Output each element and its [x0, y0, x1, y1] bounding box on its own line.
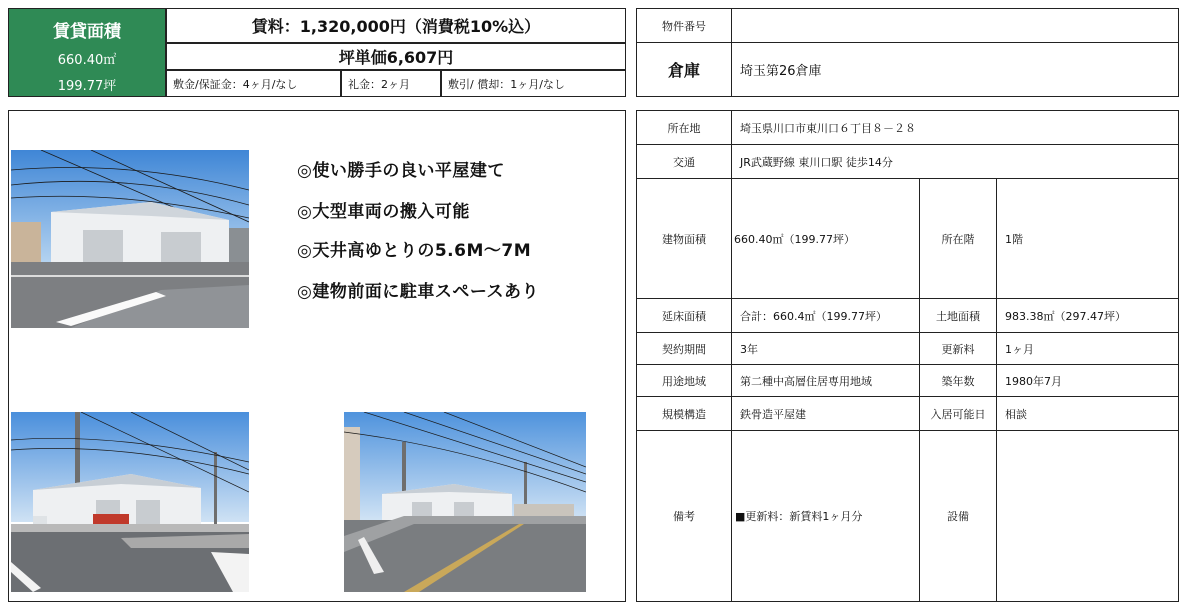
- floor-label-cell: [919, 178, 997, 299]
- move-in-value: 相談: [1005, 407, 1027, 421]
- deposit-cell: [166, 70, 341, 97]
- move-in-value-cell: [996, 396, 1179, 431]
- contract-label: 契約期間: [662, 342, 706, 356]
- renewal-value-cell: [996, 332, 1179, 365]
- remarks-value: ■更新料：新賃料1ヶ月分: [735, 510, 863, 523]
- rent-text: 賃料：1,320,000円（消費税10%込）: [251, 17, 541, 36]
- feature-item: ◎天井高ゆとりの5.6M～7M: [297, 241, 532, 261]
- building-area-label-cell: [636, 178, 732, 299]
- built-value-cell: [996, 364, 1179, 397]
- warehouse-photo-road: [344, 412, 586, 592]
- rental-area-box: [8, 8, 166, 97]
- property-type: 倉庫: [667, 61, 700, 80]
- renewal-label: 更新料: [941, 342, 975, 356]
- equipment-label-cell: [919, 430, 997, 602]
- move-in-label: 入居可能日: [930, 407, 986, 421]
- building-area-label: 建物面積: [662, 232, 706, 246]
- move-in-label-cell: [919, 396, 997, 431]
- zoning-value-cell: [731, 364, 920, 397]
- location-value-cell: [731, 110, 1179, 145]
- location-value: 埼玉県川口市東川口６丁目８－２８: [740, 121, 916, 135]
- transport-value: JR武蔵野線 東川口駅 徒歩14分: [740, 155, 893, 169]
- contract-value: 3年: [740, 342, 758, 356]
- rental-area-title: 賃貸面積: [53, 22, 121, 42]
- feature-item: ◎使い勝手の良い平屋建て: [297, 161, 505, 181]
- property-no-value-cell: [731, 8, 1179, 43]
- remarks-value-cell: [731, 430, 920, 602]
- remarks-label-cell: [636, 430, 732, 602]
- location-label: 所在地: [667, 121, 701, 135]
- structure-value: 鉄骨造平屋建: [740, 407, 806, 421]
- location-label-cell: [636, 110, 732, 145]
- building-area-value-cell: [731, 178, 920, 299]
- remarks-label: 備考: [673, 510, 695, 523]
- floor-value: 1階: [1005, 232, 1023, 246]
- rental-area-tsubo: 199.77坪: [57, 79, 117, 94]
- property-no-label: 物件番号: [662, 19, 706, 33]
- key-money-text: 礼金：2ヶ月: [348, 77, 410, 91]
- equipment-value-cell: [996, 430, 1179, 602]
- built-label-cell: [919, 364, 997, 397]
- transport-label-cell: [636, 144, 732, 179]
- structure-label: 規模構造: [662, 407, 706, 421]
- transport-label: 交通: [673, 155, 695, 169]
- contract-label-cell: [636, 332, 732, 365]
- zoning-value: 第二種中高層住居専用地域: [740, 374, 872, 388]
- warehouse-photo-main: [11, 150, 249, 328]
- land-area-label-cell: [919, 298, 997, 333]
- total-floor-label-cell: [636, 298, 732, 333]
- property-no-label-cell: [636, 8, 732, 43]
- building-area-value: 660.40㎡（199.77坪）: [734, 232, 855, 246]
- floor-value-cell: [996, 178, 1179, 299]
- total-floor-label: 延床面積: [662, 309, 706, 323]
- renewal-label-cell: [919, 332, 997, 365]
- rental-area-sqm: 660.40㎡: [57, 53, 117, 68]
- deposit-text: 敷金/保証金：4ヶ月/なし: [173, 77, 298, 91]
- built-value: 1980年7月: [1005, 374, 1062, 388]
- zoning-label: 用途地域: [662, 374, 706, 388]
- transport-value-cell: [731, 144, 1179, 179]
- name-cell: [731, 42, 1179, 97]
- total-floor-value: 合計：660.4㎡（199.77坪）: [740, 309, 887, 323]
- rent-cell: [166, 8, 626, 43]
- property-name: 埼玉第26倉庫: [740, 64, 822, 79]
- type-cell: [636, 42, 732, 97]
- feature-item: ◎大型車両の搬入可能: [297, 202, 470, 222]
- feature-item: ◎建物前面に駐車スペースあり: [297, 282, 539, 302]
- land-area-value-cell: [996, 298, 1179, 333]
- zoning-label-cell: [636, 364, 732, 397]
- amortization-cell: [441, 70, 626, 97]
- total-floor-value-cell: [731, 298, 920, 333]
- unit-price-text: 坪単価6,607円: [338, 48, 454, 67]
- built-label: 築年数: [941, 374, 975, 388]
- land-area-value: 983.38㎡（297.47坪）: [1005, 309, 1126, 323]
- structure-value-cell: [731, 396, 920, 431]
- structure-label-cell: [636, 396, 732, 431]
- amortization-text: 敷引/ 償却：1ヶ月/なし: [448, 77, 565, 91]
- equipment-label: 設備: [947, 510, 969, 523]
- renewal-value: 1ヶ月: [1005, 342, 1034, 356]
- warehouse-photo-street: [11, 412, 249, 592]
- land-area-label: 土地面積: [936, 309, 980, 323]
- contract-value-cell: [731, 332, 920, 365]
- floor-label: 所在階: [941, 232, 975, 246]
- unit-price-cell: [166, 43, 626, 70]
- key-money-cell: [341, 70, 441, 97]
